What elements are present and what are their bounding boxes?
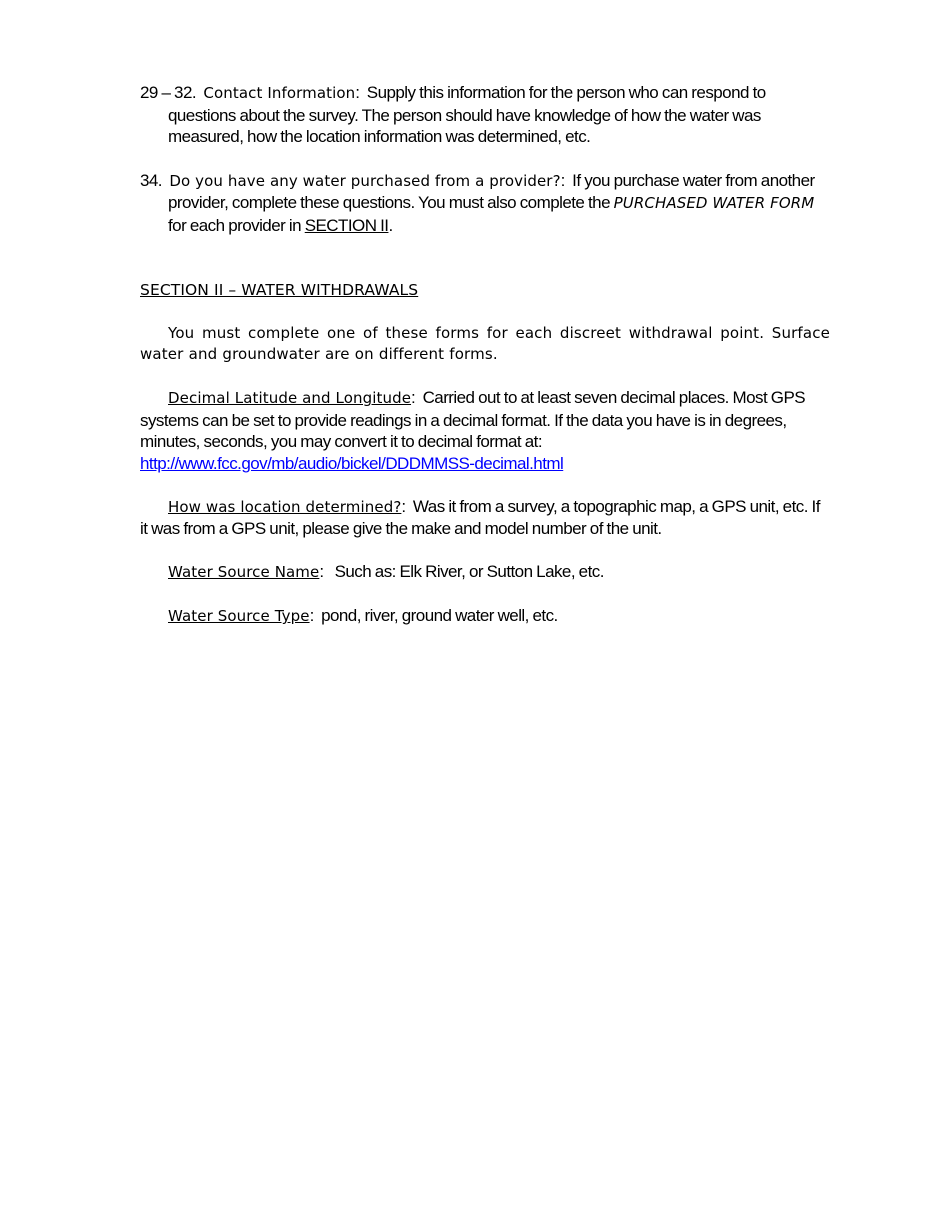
section-heading: SECTION II – WATER WITHDRAWALS bbox=[140, 281, 419, 299]
latlong-label: Decimal Latitude and Longitude bbox=[168, 389, 412, 407]
purchased-water-item: 34. Do you have any water purchased from a provider?: If you purchase water from another provider, complete these questions. You must also complete the PURCHASED WATER FORM for each provider in SECTION II. bbox=[140, 170, 815, 235]
purchased-water-text-end: . bbox=[388, 215, 393, 235]
location-field-description: How was location determined?: Was it from a survey, a topographic map, a GPS unit, etc. If it was from a GPS unit, please give the make and model number of the unit. bbox=[140, 496, 820, 538]
latlong-text: Carried out to at least seven decimal places. Most GPS systems can be set to provide readings in a decimal format. If the data you have is in degrees, minutes, seconds, you may convert it to decimal format at: bbox=[140, 388, 806, 451]
purchased-water-form-name: PURCHASED WATER FORM bbox=[613, 194, 815, 212]
source-name-text: Such as: Elk River, or Sutton Lake, etc. bbox=[334, 562, 604, 581]
location-text: Was it from a survey, a topographic map, a GPS unit, etc. If it was from a GPS unit, please give the make and model number of the unit. bbox=[140, 496, 820, 538]
latlong-field-description: Decimal Latitude and Longitude: Carried out to at least seven decimal places. Most GPS systems can be set to provide readings in a decimal format. If the data you have is in degrees, minutes, seconds, you may convert it to decimal format at: http://www.fcc.gov/mb/audio/bickel/DDDMMSS-decimal.html bbox=[140, 388, 806, 473]
purchased-water-text-middle: for each provider in bbox=[168, 215, 302, 235]
purchased-water-label: Do you have any water purchased from a provider? bbox=[169, 171, 561, 190]
document-page bbox=[140, 82, 830, 649]
contact-information-label: Contact Information bbox=[203, 84, 356, 102]
purchased-water-text: If you purchase water from another provider, complete these questions. You must also complete the bbox=[168, 170, 815, 212]
item-number: 34. bbox=[140, 170, 162, 190]
item-number: 29 – 32. bbox=[140, 83, 197, 102]
source-name-field-description: Water Source Name: Such as: Elk River, or Sutton Lake, etc. bbox=[168, 562, 604, 581]
contact-information-text: Supply this information for the person who can respond to questions about the survey. The person should have knowledge of how the water was measured, how the location information was determined, etc. bbox=[168, 83, 766, 146]
decimal-converter-link[interactable]: http://www.fcc.gov/mb/audio/bickel/DDDMMSS-decimal.html bbox=[140, 453, 564, 473]
source-type-field-description: Water Source Type: pond, river, ground water well, etc. bbox=[168, 606, 558, 625]
source-name-label: Water Source Name bbox=[168, 563, 320, 581]
location-label: How was location determined? bbox=[168, 497, 402, 516]
section-intro: You must complete one of these forms for each discreet withdrawal point. Surface water and groundwater are on different forms. bbox=[140, 323, 830, 363]
contact-information-item: 29 – 32. Contact Information: Supply this information for the person who can respond to questions about the survey. The person should have knowledge of how the water was measured, how the location information was determined, etc. bbox=[140, 83, 766, 146]
source-type-text: pond, river, ground water well, etc. bbox=[321, 606, 558, 625]
source-type-label: Water Source Type bbox=[168, 607, 310, 625]
section-reference: SECTION II bbox=[304, 215, 389, 235]
